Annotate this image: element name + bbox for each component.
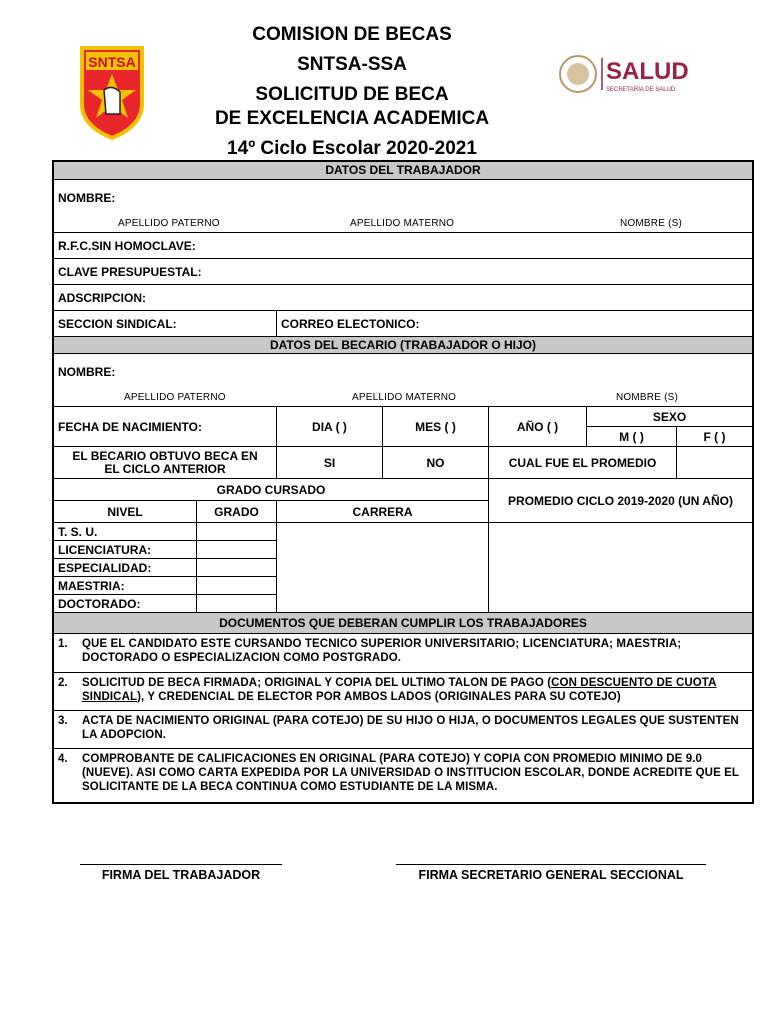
nivel-tsu: T. S. U. bbox=[54, 522, 196, 540]
documento-item-2 bbox=[54, 672, 752, 710]
document-header bbox=[0, 0, 768, 160]
documento-item-3 bbox=[54, 710, 752, 748]
trabajador-nombre-field[interactable]: NOMBRE: bbox=[58, 191, 116, 205]
becario-apellido-materno-label: APELLIDO MATERNO bbox=[352, 392, 457, 403]
beca-anterior-si-option[interactable]: SI bbox=[276, 446, 382, 478]
nivel-licenciatura: LICENCIATURA: bbox=[54, 540, 196, 558]
documento-1-text: QUE EL CANDIDATO ESTE CURSANDO TECNICO SUPERIOR UNIVERSITARIO; LICENCIATURA; MAESTRIA; DOCTORADO O ESPECIALIZACION COMO POSTGRADO. bbox=[82, 638, 682, 664]
documento-3-number: 3. bbox=[58, 715, 68, 727]
nivel-maestria: MAESTRIA: bbox=[54, 576, 196, 594]
rfc-field[interactable]: R.F.C.SIN HOMOCLAVE: bbox=[54, 232, 752, 258]
nivel-especialidad: ESPECIALIDAD: bbox=[54, 558, 196, 576]
beca-anterior-label bbox=[54, 446, 276, 478]
trabajador-apellido-materno-label: APELLIDO MATERNO bbox=[350, 218, 455, 229]
sexo-m-field[interactable]: M ( ) bbox=[586, 426, 676, 446]
firma-trabajador-line bbox=[80, 864, 282, 865]
documento-4-number: 4. bbox=[58, 753, 68, 765]
grado-cursado-header: GRADO CURSADO bbox=[54, 478, 488, 500]
header-line-5: 14º Ciclo Escolar 2020-2021 bbox=[227, 138, 477, 159]
header-line-3: SOLICITUD DE BECA bbox=[255, 84, 449, 105]
section-band-trabajador: DATOS DEL TRABAJADOR bbox=[54, 162, 752, 180]
nivel-header: NIVEL bbox=[54, 500, 196, 522]
firma-trabajador-label: FIRMA DEL TRABAJADOR bbox=[101, 868, 261, 882]
beca-anterior-label-line-1: EL BECARIO OBTUVO BECA EN bbox=[72, 448, 258, 463]
becario-nombre-field[interactable]: NOMBRE: bbox=[58, 365, 116, 379]
becario-nombres-label: NOMBRE (S) bbox=[616, 392, 678, 403]
beca-anterior-no-option[interactable]: NO bbox=[382, 446, 488, 478]
grado-doctorado-field[interactable] bbox=[196, 594, 276, 612]
documento-2-text bbox=[82, 676, 746, 710]
trabajador-nombres-label: NOMBRE (S) bbox=[620, 218, 682, 229]
documento-2-text-post: ), Y CREDENCIAL DE ELECTOR POR AMBOS LADOS (ORIGINALES PARA SU COTEJO) bbox=[137, 691, 621, 703]
anio-field[interactable]: AÑO ( ) bbox=[488, 406, 586, 446]
header-line-4: DE EXCELENCIA ACADEMICA bbox=[214, 108, 490, 129]
documento-item-1 bbox=[54, 634, 752, 672]
salud-logo-text: SALUD bbox=[606, 58, 689, 85]
documento-3-text: ACTA DE NACIMIENTO ORIGINAL (PARA COTEJO) DE SU HIJO O HIJA, O DOCUMENTOS LEGALES QUE SUSTENTEN LA ADOPCION. bbox=[82, 715, 739, 741]
dia-field[interactable]: DIA ( ) bbox=[276, 406, 382, 446]
documento-2-text-pre: SOLICITUD DE BECA FIRMADA; ORIGINAL Y COPIA DEL ULTIMO TALON DE PAGO ( bbox=[82, 677, 552, 689]
grado-maestria-field[interactable] bbox=[196, 576, 276, 594]
section-band-documentos: DOCUMENTOS QUE DEBERAN CUMPLIR LOS TRABAJADORES bbox=[54, 612, 752, 634]
carrera-header: CARRERA bbox=[276, 500, 488, 522]
promedio-ciclo-field[interactable] bbox=[488, 522, 752, 612]
salud-logo bbox=[556, 52, 716, 96]
cual-promedio-field[interactable] bbox=[676, 446, 752, 478]
section-band-becario: DATOS DEL BECARIO (TRABAJADOR O HIJO) bbox=[54, 336, 752, 354]
documento-item-4 bbox=[54, 748, 752, 802]
sexo-label: SEXO bbox=[586, 406, 752, 426]
application-form bbox=[52, 160, 754, 804]
documento-4-text: COMPROBANTE DE CALIFICACIONES EN ORIGINAL (PARA COTEJO) Y COPIA CON PROMEDIO MINIMO DE 9.0 (NUEVE). ASI COMO CARTA EXPEDIDA POR LA UNIVERSIDAD O INSTITUCION ESCOLAR, DONDE ACREDITE QUE EL SOLICITANTE DE LA BECA CONTINUA COMO ESTUDIANTE DE LA MISMA. bbox=[82, 753, 739, 793]
header-line-2: SNTSA-SSA bbox=[297, 54, 407, 75]
carrera-field[interactable] bbox=[276, 522, 488, 612]
documento-2-text-underlined: CON DESCUENTO DE CUOTA SINDICAL bbox=[82, 677, 717, 703]
firma-secretario[interactable] bbox=[396, 864, 706, 882]
salud-logo-subtext: SECRETARÍA DE SALUD bbox=[606, 87, 676, 93]
correo-field[interactable]: CORREO ELECTONICO: bbox=[276, 310, 752, 336]
cual-promedio-label: CUAL FUE EL PROMEDIO bbox=[488, 446, 676, 478]
sexo-f-field[interactable]: F ( ) bbox=[676, 426, 752, 446]
firma-secretario-line bbox=[396, 864, 706, 865]
grado-header: GRADO bbox=[196, 500, 276, 522]
header-line-1: COMISION DE BECAS bbox=[252, 24, 452, 45]
sntsa-logo bbox=[78, 44, 146, 140]
clave-presupuestal-field[interactable]: CLAVE PRESUPUESTAL: bbox=[54, 258, 752, 284]
firma-secretario-label: FIRMA SECRETARIO GENERAL SECCIONAL bbox=[418, 868, 684, 882]
beca-anterior-label-line-2: EL CICLO ANTERIOR bbox=[104, 461, 226, 476]
grado-tsu-field[interactable] bbox=[196, 522, 276, 540]
documento-2-number: 2. bbox=[58, 677, 68, 689]
sntsa-logo-text: SNTSA bbox=[88, 54, 136, 70]
promedio-ciclo-header: PROMEDIO CICLO 2019-2020 (UN AÑO) bbox=[488, 478, 752, 522]
seccion-sindical-field[interactable]: SECCION SINDICAL: bbox=[54, 310, 276, 336]
grado-licenciatura-field[interactable] bbox=[196, 540, 276, 558]
firma-trabajador[interactable] bbox=[80, 864, 282, 882]
adscripcion-field[interactable]: ADSCRIPCION: bbox=[54, 284, 752, 310]
fecha-nacimiento-label: FECHA DE NACIMIENTO: bbox=[54, 406, 276, 446]
trabajador-apellido-paterno-label: APELLIDO PATERNO bbox=[118, 218, 220, 229]
documento-1-number: 1. bbox=[58, 638, 68, 650]
mes-field[interactable]: MES ( ) bbox=[382, 406, 488, 446]
becario-apellido-paterno-label: APELLIDO PATERNO bbox=[124, 392, 226, 403]
grado-especialidad-field[interactable] bbox=[196, 558, 276, 576]
nivel-doctorado: DOCTORADO: bbox=[54, 594, 196, 612]
